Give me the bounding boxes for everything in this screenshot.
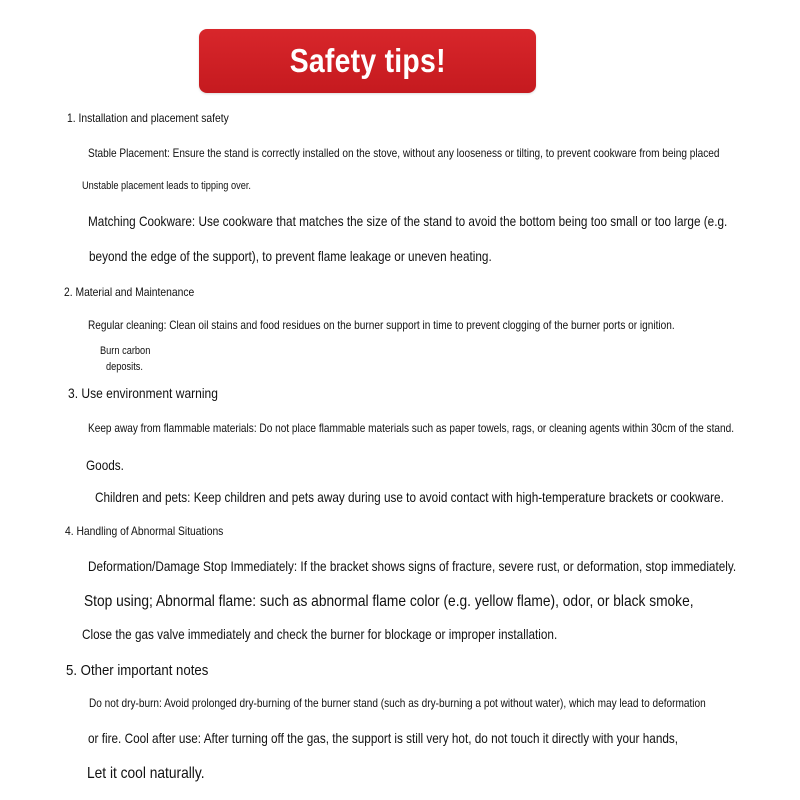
flammable-materials-text-line2: Goods. [86, 457, 124, 473]
matching-cookware-text-line2: beyond the edge of the support), to prevent flame leakage or uneven heating. [89, 248, 492, 264]
regular-cleaning-text-line3: deposits. [106, 361, 143, 373]
matching-cookware-text-line1: Matching Cookware: Use cookware that matches the size of the stand to avoid the bottom being too small or too large (e.g. [88, 213, 728, 229]
section-heading-other-notes: 5. Other important notes [66, 662, 209, 679]
regular-cleaning-text-line2: Burn carbon [100, 345, 151, 357]
dry-burn-text-line3: Let it cool naturally. [87, 765, 205, 782]
section-heading-abnormal: 4. Handling of Abnormal Situations [65, 524, 224, 538]
deformation-text-line1: Deformation/Damage Stop Immediately: If the bracket shows signs of fracture, severe rust, or deformation, stop immediately. [88, 558, 737, 574]
section-heading-maintenance: 2. Material and Maintenance [64, 285, 195, 299]
flammable-materials-text-line1: Keep away from flammable materials: Do not place flammable materials such as paper towels, rags, or cleaning agents within 30cm of the stand. [88, 421, 734, 435]
dry-burn-text-line1: Do not dry-burn: Avoid prolonged dry-burning of the burner stand (such as dry-burning a pot without water), which may lead to deformation [89, 696, 706, 710]
section-heading-installation: 1. Installation and placement safety [67, 111, 229, 125]
children-pets-text: Children and pets: Keep children and pets away during use to avoid contact with high-temperature brackets or cookware. [95, 489, 724, 505]
safety-tips-banner [199, 29, 536, 93]
stable-placement-text-line1: Stable Placement: Ensure the stand is correctly installed on the stove, without any looseness or tilting, to prevent cookware from being placed [88, 146, 720, 160]
dry-burn-text-line2: or fire. Cool after use: After turning off the gas, the support is still very hot, do not touch it directly with your hands, [88, 730, 679, 746]
regular-cleaning-text-line1: Regular cleaning: Clean oil stains and food residues on the burner support in time to prevent clogging of the burner ports or ignition. [88, 318, 675, 332]
page-title: Safety tips! [289, 42, 446, 79]
section-heading-environment: 3. Use environment warning [68, 385, 218, 401]
deformation-text-line2: Stop using; Abnormal flame: such as abnormal flame color (e.g. yellow flame), odor, or black smoke, [84, 593, 694, 610]
deformation-text-line3: Close the gas valve immediately and check the burner for blockage or improper installation. [82, 626, 558, 642]
stable-placement-text-line2: Unstable placement leads to tipping over. [82, 180, 251, 192]
